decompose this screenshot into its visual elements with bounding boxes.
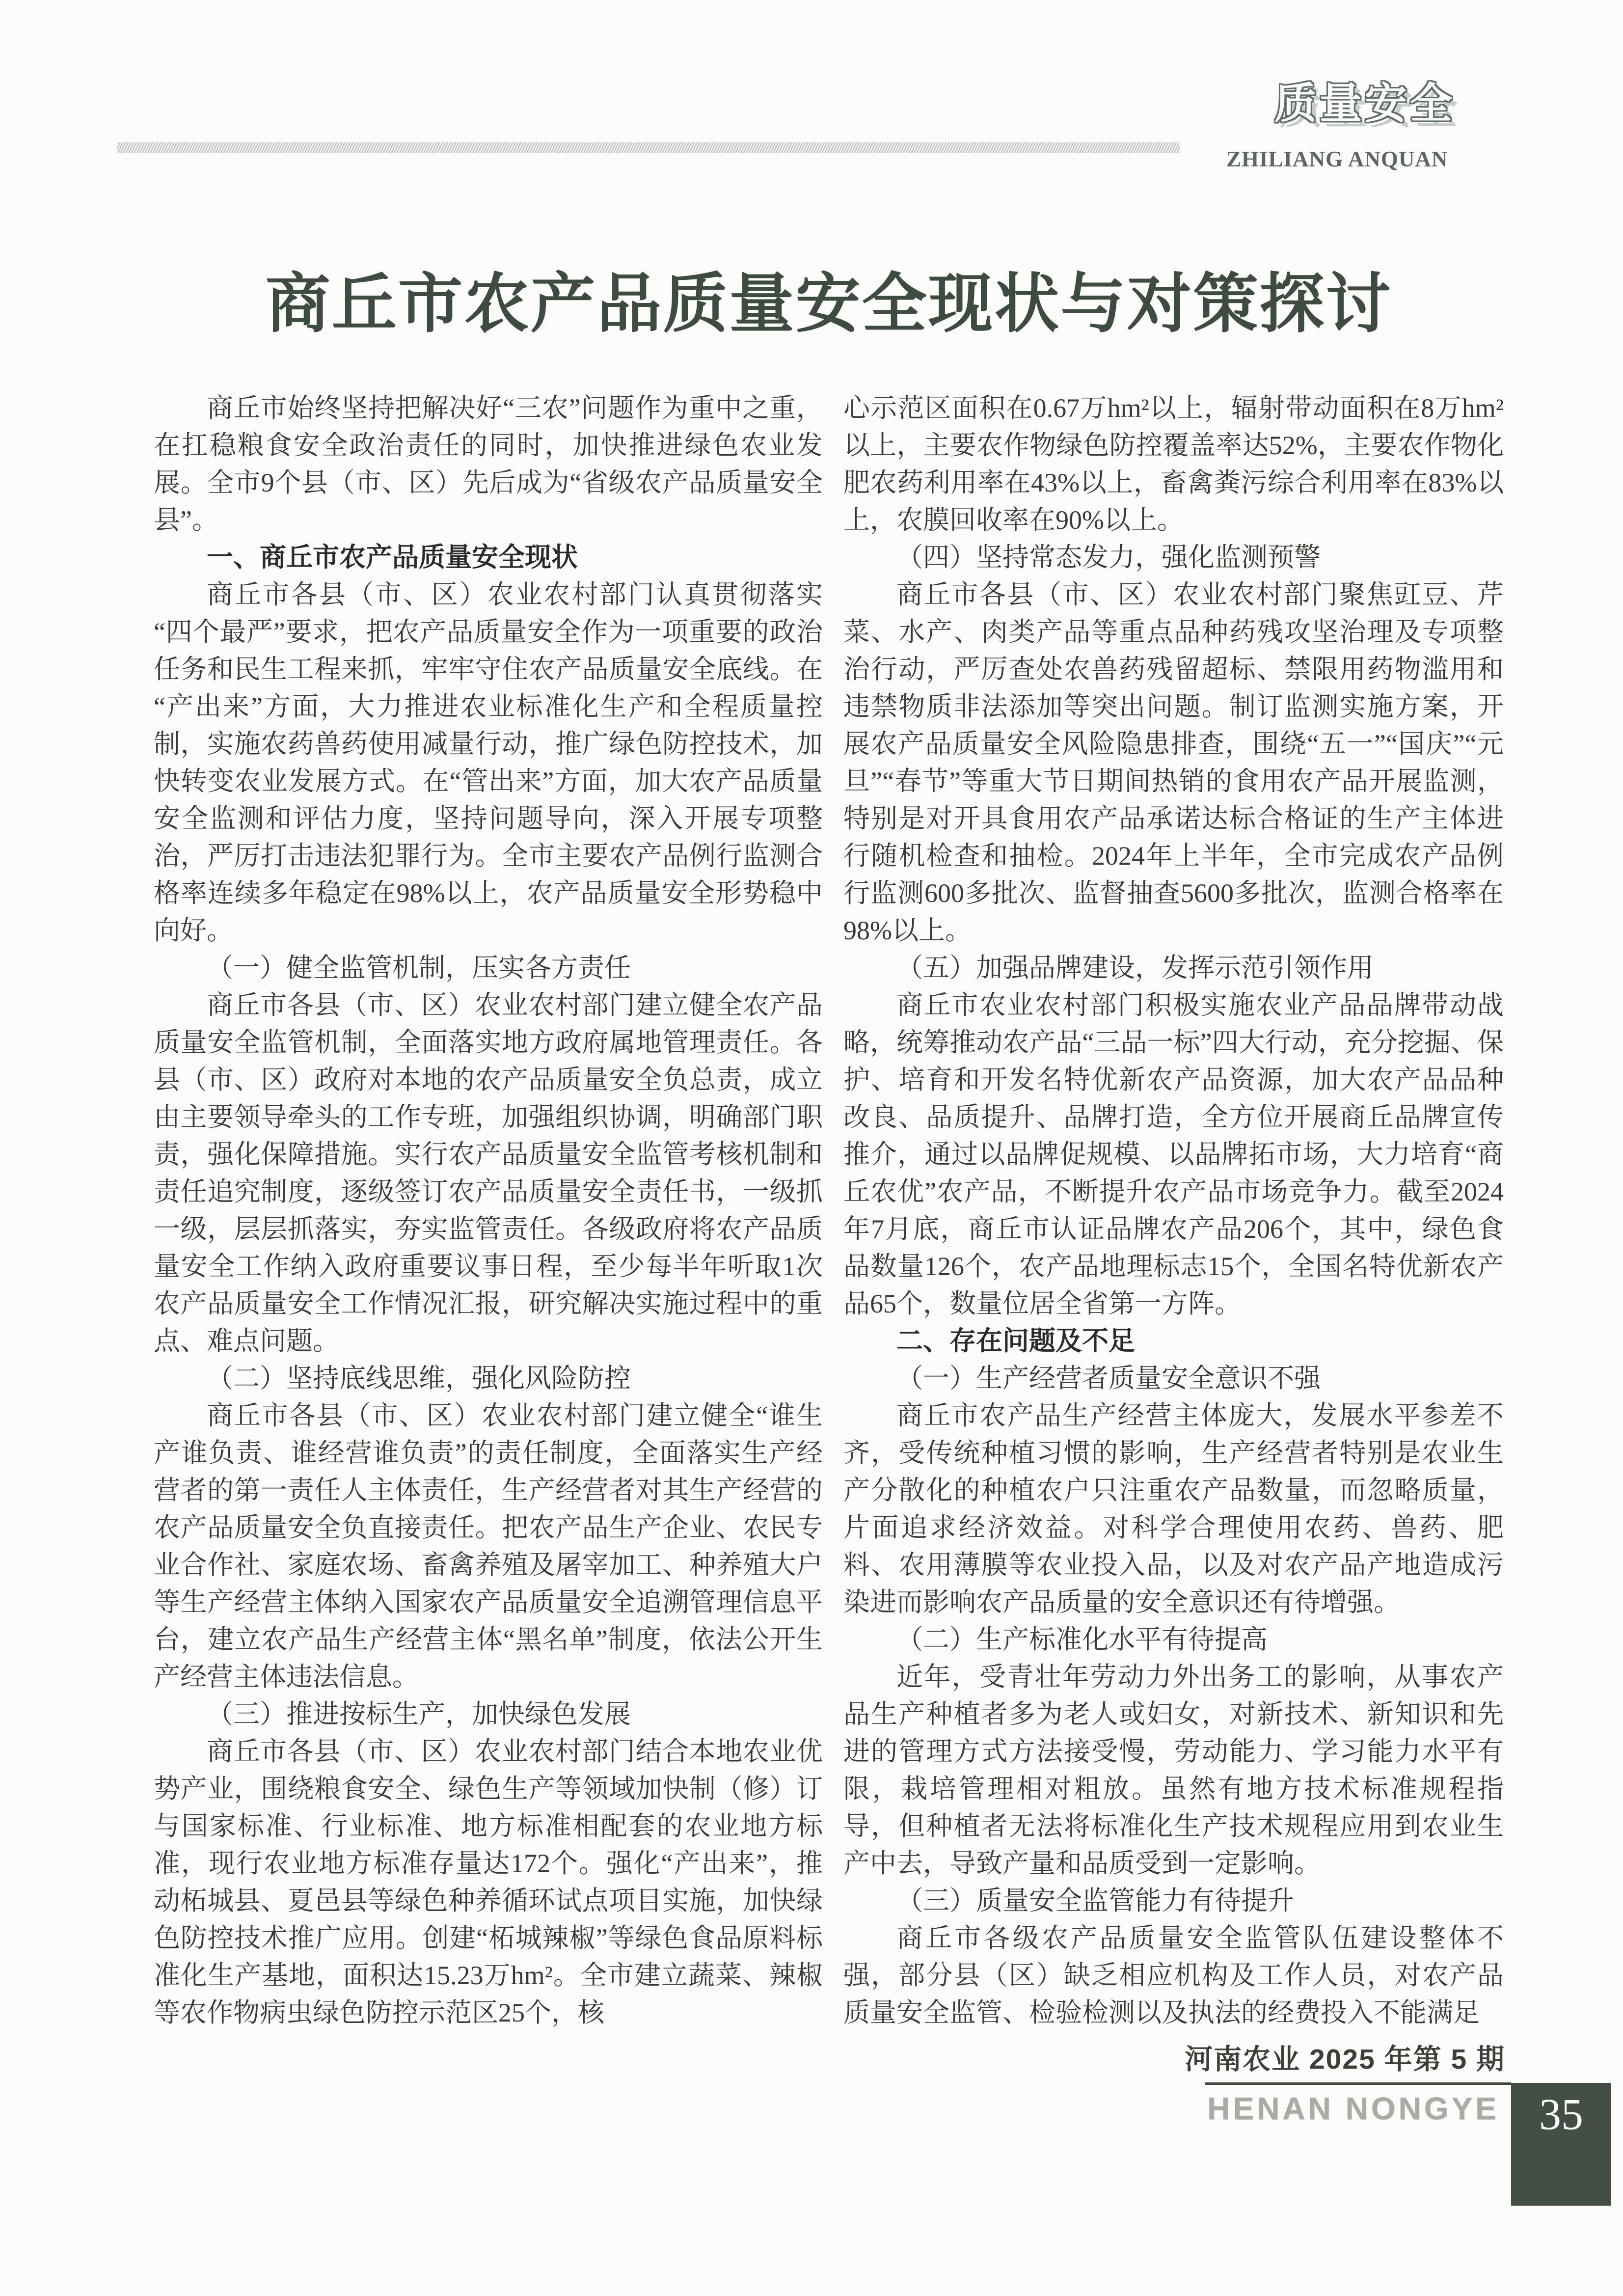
sub-heading: （一）健全监管机制，压实各方责任 [207, 953, 631, 983]
sub-heading: （二）坚持底线思维，强化风险防控 [207, 1364, 631, 1393]
paragraph: 商丘市各县（市、区）农业农村部门结合本地农业优势产业，围绕粮食安全、绿色生产等领域加快制（修）订与国家标准、行业标准、地方标准相配套的农业地方标准，现行农业地方标准存量达172个。强化“产出来”，推动柘城县、夏邑县等绿色种养循环试点项目实施，加快绿色防控技术推广应用。创建“柘城辣椒”等绿色食品原料标准化生产基地，面积达15.23万hm²。全市建立蔬菜、辣椒等农作物病虫绿色防控示范区25个，核 [154, 1737, 823, 2027]
paragraph: 商丘市农业农村部门积极实施农业产品品牌带动战略，统筹推动农产品“三品一标”四大行动，充分挖掘、保护、培育和开发名特优新农产品资源，加大农产品品种改良、品质提升、品牌打造，全方位开展商丘品牌宣传推介，通过以品牌促规模、以品牌拓市场，大力培育“商丘农优”农产品，不断提升农产品市场竞争力。截至2024年7月底，商丘市认证品牌农产品206个，其中，绿色食品数量126个，农产品地理标志15个，全国名特优新农产品65个，数量位居全省第一方阵。 [843, 990, 1504, 1318]
paragraph: 商丘市各县（市、区）农业农村部门聚焦豇豆、芹菜、水产、肉类产品等重点品种药残攻坚治理及专项整治行动，严厉查处农兽药残留超标、禁限用药物滥用和违禁物质非法添加等突出问题。制订监测实施方案，开展农产品质量安全风险隐患排查，围绕“五一”“国庆”“元旦”“春节”等重大节日期间热销的食用农产品开展监测，特别是对开具食用农产品承诺达标合格证的生产主体进行随机检查和抽检。2024年上半年，全市完成农产品例行监测600多批次、监督抽查5600多批次，监测合格率在98%以上。 [843, 580, 1504, 945]
paragraph: 商丘市各级农产品质量安全监管队伍建设整体不强，部分县（区）缺乏相应机构及工作人员，对农产品质量安全监管、检验检测以及执法的经费投入不能满足 [843, 1923, 1504, 2027]
journal-issue-label: 河南农业 2025 年第 5 期 [1185, 2044, 1505, 2075]
section-heading: 二、存在问题及不足 [896, 1326, 1135, 1356]
header-halftone-band [117, 142, 1180, 153]
sub-heading: （一）生产经营者质量安全意识不强 [896, 1364, 1321, 1393]
sub-heading: （五）加强品牌建设，发挥示范引领作用 [896, 953, 1374, 983]
paragraph: 商丘市各县（市、区）农业农村部门建立健全“谁生产谁负责、谁经营谁负责”的责任制度，全面落实生产经营者的第一责任人主体责任，生产经营者对其生产经营的农产品质量安全负直接责任。把农产品生产企业、农民专业合作社、家庭农场、畜禽养殖及屠宰加工、种养殖大户等生产经营主体纳入国家农产品质量安全追溯管理信息平台，建立农产品生产经营主体“黑名单”制度，依法公开生产经营主体违法信息。 [154, 1401, 823, 1692]
footer-rule [1205, 2082, 1511, 2085]
sub-heading: （四）坚持常态发力，强化监测预警 [896, 543, 1321, 572]
page-number-box [1511, 2083, 1611, 2206]
sub-heading: （三）质量安全监管能力有待提升 [896, 1886, 1294, 1915]
sub-heading: （三）推进按标生产，加快绿色发展 [207, 1699, 631, 1729]
page-number: 35 [1539, 2090, 1583, 2139]
section-title-chinese: 质量安全 [1274, 80, 1455, 127]
paragraph: 近年，受青壮年劳动力外出务工的影响，从事农产品生产种植者多为老人或妇女，对新技术、新知识和先进的管理方式方法接受慢，劳动能力、学习能力水平有限，栽培管理相对粗放。虽然有地方技术标准规程指导，但种植者无法将标准化生产技术规程应用到农业生产中去，导致产量和品质受到一定影响。 [843, 1662, 1504, 1878]
paragraph: 商丘市各县（市、区）农业农村部门认真贯彻落实“四个最严”要求，把农产品质量安全作为一项重要的政治任务和民生工程来抓，牢牢守住农产品质量安全底线。在“产出来”方面，大力推进农业标准化生产和全程质量控制，实施农药兽药使用减量行动，推广绿色防控技术，加快转变农业发展方式。在“管出来”方面，加大农产品质量安全监测和评估力度，坚持问题导向，深入开展专项整治，严厉打击违法犯罪行为。全市主要农产品例行监测合格率连续多年稳定在98%以上，农产品质量安全形势稳中向好。 [154, 580, 823, 945]
sub-heading: （二）生产标准化水平有待提高 [896, 1625, 1268, 1654]
section-title-pinyin: ZHILIANG ANQUAN [1226, 147, 1448, 171]
section-heading: 一、商丘市农产品质量安全现状 [207, 543, 578, 572]
text-column-left [154, 389, 823, 2034]
text-column-right [843, 389, 1504, 2034]
journal-name-english: HENAN NONGYE [1207, 2091, 1499, 2126]
paragraph: 商丘市始终坚持把解决好“三农”问题作为重中之重，在扛稳粮食安全政治责任的同时，加快推进绿色农业发展。全市9个县（市、区）先后成为“省级农产品质量安全县”。 [154, 393, 823, 535]
article-title: 商丘市农产品质量安全现状与对策探讨 [265, 268, 1392, 340]
paragraph-continuation: 心示范区面积在0.67万hm²以上，辐射带动面积在8万hm²以上，主要农作物绿色防控覆盖率达52%，主要农作物化肥农药利用率在43%以上，畜禽粪污综合利用率在83%以上，农膜回收率在90%以上。 [843, 393, 1504, 535]
paragraph: 商丘市农产品生产经营主体庞大，发展水平参差不齐，受传统种植习惯的影响，生产经营者特别是农业生产分散化的种植农户只注重农产品数量，而忽略质量，片面追求经济效益。对科学合理使用农药、兽药、肥料、农用薄膜等农业投入品，以及对农产品产地造成污染进而影响农产品质量的安全意识还有待增强。 [843, 1401, 1504, 1617]
paragraph: 商丘市各县（市、区）农业农村部门建立健全农产品质量安全监管机制，全面落实地方政府属地管理责任。各县（市、区）政府对本地的农产品质量安全负总责，成立由主要领导牵头的工作专班，加强组织协调，明确部门职责，强化保障措施。实行农产品质量安全监管考核机制和责任追究制度，逐级签订农产品质量安全责任书，一级抓一级，层层抓落实，夯实监管责任。各级政府将农产品质量安全工作纳入政府重要议事日程，至少每半年听取1次农产品质量安全工作情况汇报，研究解决实施过程中的重点、难点问题。 [154, 990, 823, 1356]
